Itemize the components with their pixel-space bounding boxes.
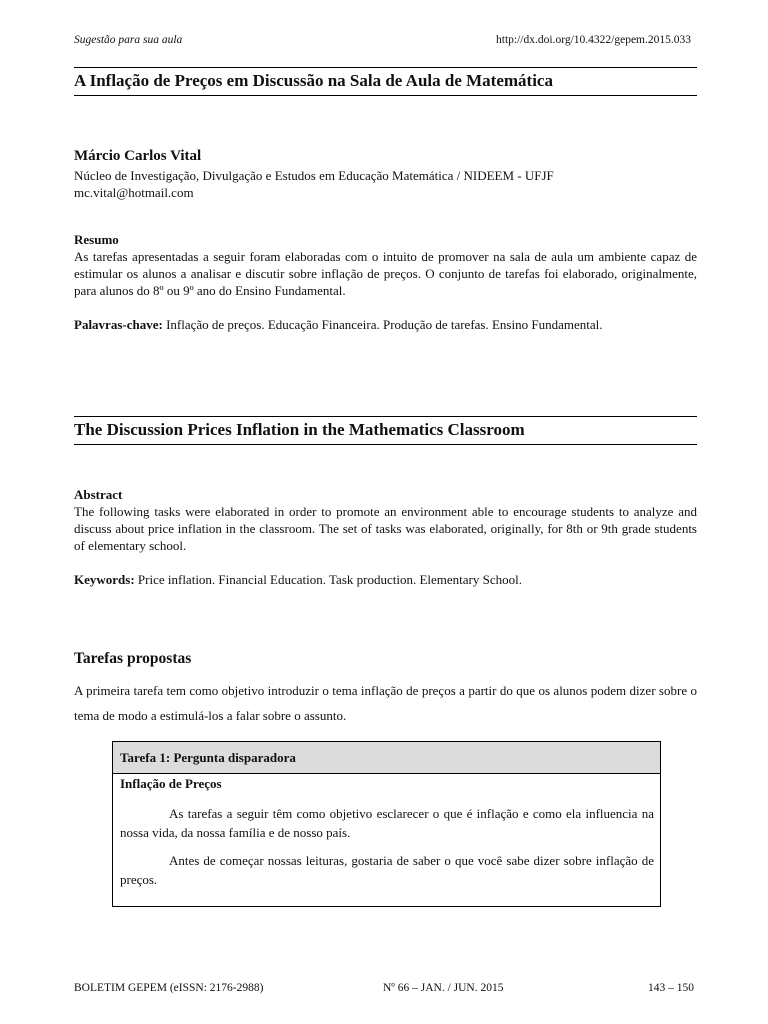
keywords-text: Price inflation. Financial Education. Task production. Elementary School. xyxy=(137,572,522,587)
section-title: Tarefas propostas xyxy=(74,650,192,667)
section-intro: A primeira tarefa tem como objetivo introduzir o tema inflação de preços a partir do que os alunos podem dizer sobre o tema de modo a estimulá-los a falar sobre o assunto. xyxy=(74,683,697,723)
keywords xyxy=(74,571,697,588)
task-box xyxy=(112,741,661,907)
task-subheading: Inflação de Preços xyxy=(120,776,222,791)
author-affiliation: Núcleo de Investigação, Divulgação e Estudos em Educação Matemática / NIDEEM - UFJF xyxy=(74,168,554,183)
task-paragraph-1: As tarefas a seguir têm como objetivo esclarecer o que é inflação e como ela influencia na nossa vida, da nossa família e de nosso país. xyxy=(120,806,654,840)
palavras-chave-text: Inflação de preços. Educação Financeira. Produção de tarefas. Ensino Fundamental. xyxy=(166,317,603,332)
section-label: Sugestão para sua aula xyxy=(74,34,183,46)
resumo-heading: Resumo xyxy=(74,232,119,247)
palavras-chave xyxy=(74,316,697,333)
task-heading: Tarefa 1: Pergunta disparadora xyxy=(113,742,660,774)
resumo-text: As tarefas apresentadas a seguir foram elaboradas com o intuito de promover na sala de aula um ambiente capaz de estimular os alunos a analisar e discutir sobre inflação de preços. O conjunto de tarefas foi elaborado, originalmente, para alunos do 8º ou 9º ano do Ensino Fundamental. xyxy=(74,249,697,298)
abstract-text: The following tasks were elaborated in order to promote an environment able to encourage students to analyze and discuss about price inflation in the classroom. The set of tasks was elaborated, originally, for 8th or 9th grade students of elementary school. xyxy=(74,504,697,553)
author-name: Márcio Carlos Vital xyxy=(74,148,202,164)
author-email[interactable]: mc.vital@hotmail.com xyxy=(74,185,194,200)
palavras-chave-label: Palavras-chave: xyxy=(74,317,163,332)
footer-pages: 143 – 150 xyxy=(648,982,694,994)
keywords-label: Keywords: xyxy=(74,572,135,587)
footer-issue: Nº 66 – JAN. / JUN. 2015 xyxy=(383,982,504,994)
title-english: The Discussion Prices Inflation in the Mathematics Classroom xyxy=(74,416,697,445)
abstract-heading: Abstract xyxy=(74,487,123,502)
title-portuguese: A Inflação de Preços em Discussão na Sala de Aula de Matemática xyxy=(74,67,697,96)
task-paragraph-2: Antes de começar nossas leituras, gostaria de saber o que você sabe dizer sobre inflação de preços. xyxy=(120,853,654,887)
footer-journal: BOLETIM GEPEM (eISSN: 2176-2988) xyxy=(74,982,264,994)
doi-link[interactable]: http://dx.doi.org/10.4322/gepem.2015.033 xyxy=(496,34,691,46)
